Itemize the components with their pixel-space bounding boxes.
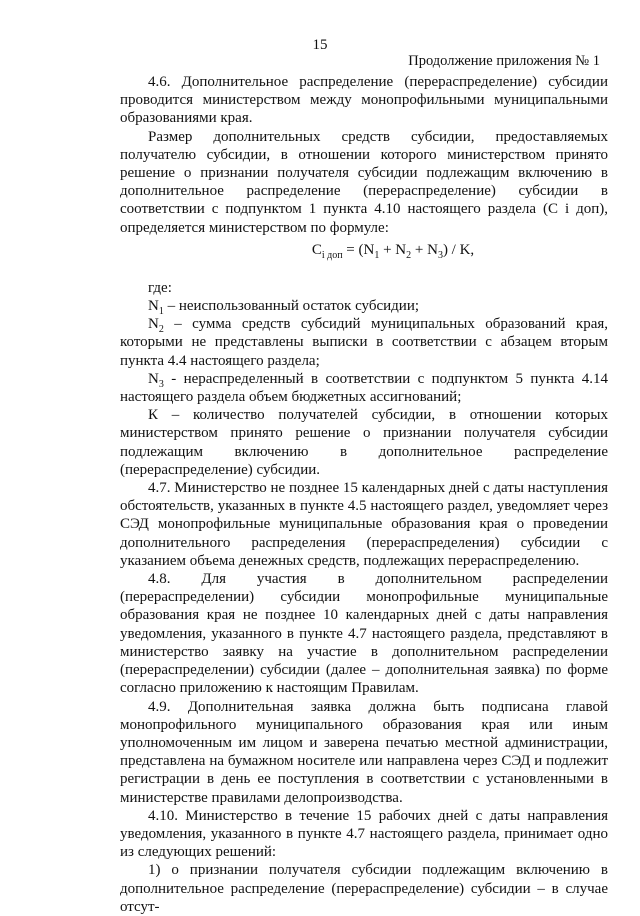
running-header: Продолжение приложения № 1 — [408, 53, 600, 69]
paragraph-4-10-item-1: 1) о признании получателя субсидии подлежащим включению в дополнительное распределение (перераспределение) субсидии – в случае отсут- — [120, 862, 608, 915]
definition-n2: $N_2$ – сумма средств субсидий муниципальных образований края, которыми не представлены выписки в соответствии с абзацем вторым пункта 4.4 настоящего раздела; — [120, 316, 608, 369]
page-number: 15 — [312, 37, 328, 53]
paragraph-4-9: 4.9. Дополнительная заявка должна быть подписана главой монопрофильного муниципального образования края или иным уполномоченным им лицом и заверена печатью местной администрации, представлена на бумажном носителе или направлена через СЭД и подлежит регистрации в день ее поступления в соответствии с установленными в министерстве правилами делопроизводства. — [120, 698, 608, 806]
definitions-intro: где: — [148, 279, 172, 296]
document-body — [120, 73, 608, 916]
paragraph-4-7: 4.7. Министерство не позднее 15 календарных дней с даты наступления обстоятельств, указанных в пункте 4.5 настоящего раздел, уведомляет через СЭД монопрофильные муниципальные образования края о проведении дополнительного распределения (перераспределения) субсидии с указанием объема денежных средств, подлежащих перераспределению. — [120, 480, 608, 569]
paragraph-4-8: 4.8. Для участия в дополнительном распределении (перераспределении) субсидии монопрофильные муниципальные образования края не позднее 10 календарных дней с даты направления уведомления, указанного в пункте 4.7 настоящего раздела, представляют в министерство заявку на участие в дополнительном распределении (перераспределении) субсидии (далее – дополнительная заявка) по форме согласно приложению к настоящим Правилам. — [120, 571, 608, 697]
definition-n3: $N_3$ - нераспределенный в соответствии с подпунктом 5 пункта 4.14 настоящего раздела объем бюджетных ассигнований; — [120, 370, 608, 406]
paragraph-4-6: 4.6. Дополнительное распределение (перераспределение) субсидии проводится министерством между монопрофильными муниципальными образованиями края. — [120, 74, 608, 127]
formula: $С_{i доп} = (N_1 + N_2 + N_3) / K$, — [311, 241, 475, 261]
paragraph-subsidy-size: Размер дополнительных средств субсидии, предоставляемых получателю субсидии, в отношении которого министерством принято решение о признании получателя субсидии подлежащим включению в дополнительное распределение (перераспределение) субсидии в соответствии с подпунктом 1 пункта 4.10 настоящего раздела (С i доп), определяется министерством по формуле: — [120, 128, 608, 236]
definition-k: К – количество получателей субсидии, в отношении которых министерством принято решение о признании получателя субсидии подлежащим включению в дополнительное распределение (перераспределение) субсидии. — [120, 407, 608, 478]
paragraph-4-10: 4.10. Министерство в течение 15 рабочих дней с даты направления уведомления, указанного в пункте 4.7 настоящего раздела, принимает одно из следующих решений: — [120, 807, 608, 861]
definition-n1: $N_1$ – неиспользованный остаток субсидии; — [148, 298, 420, 318]
